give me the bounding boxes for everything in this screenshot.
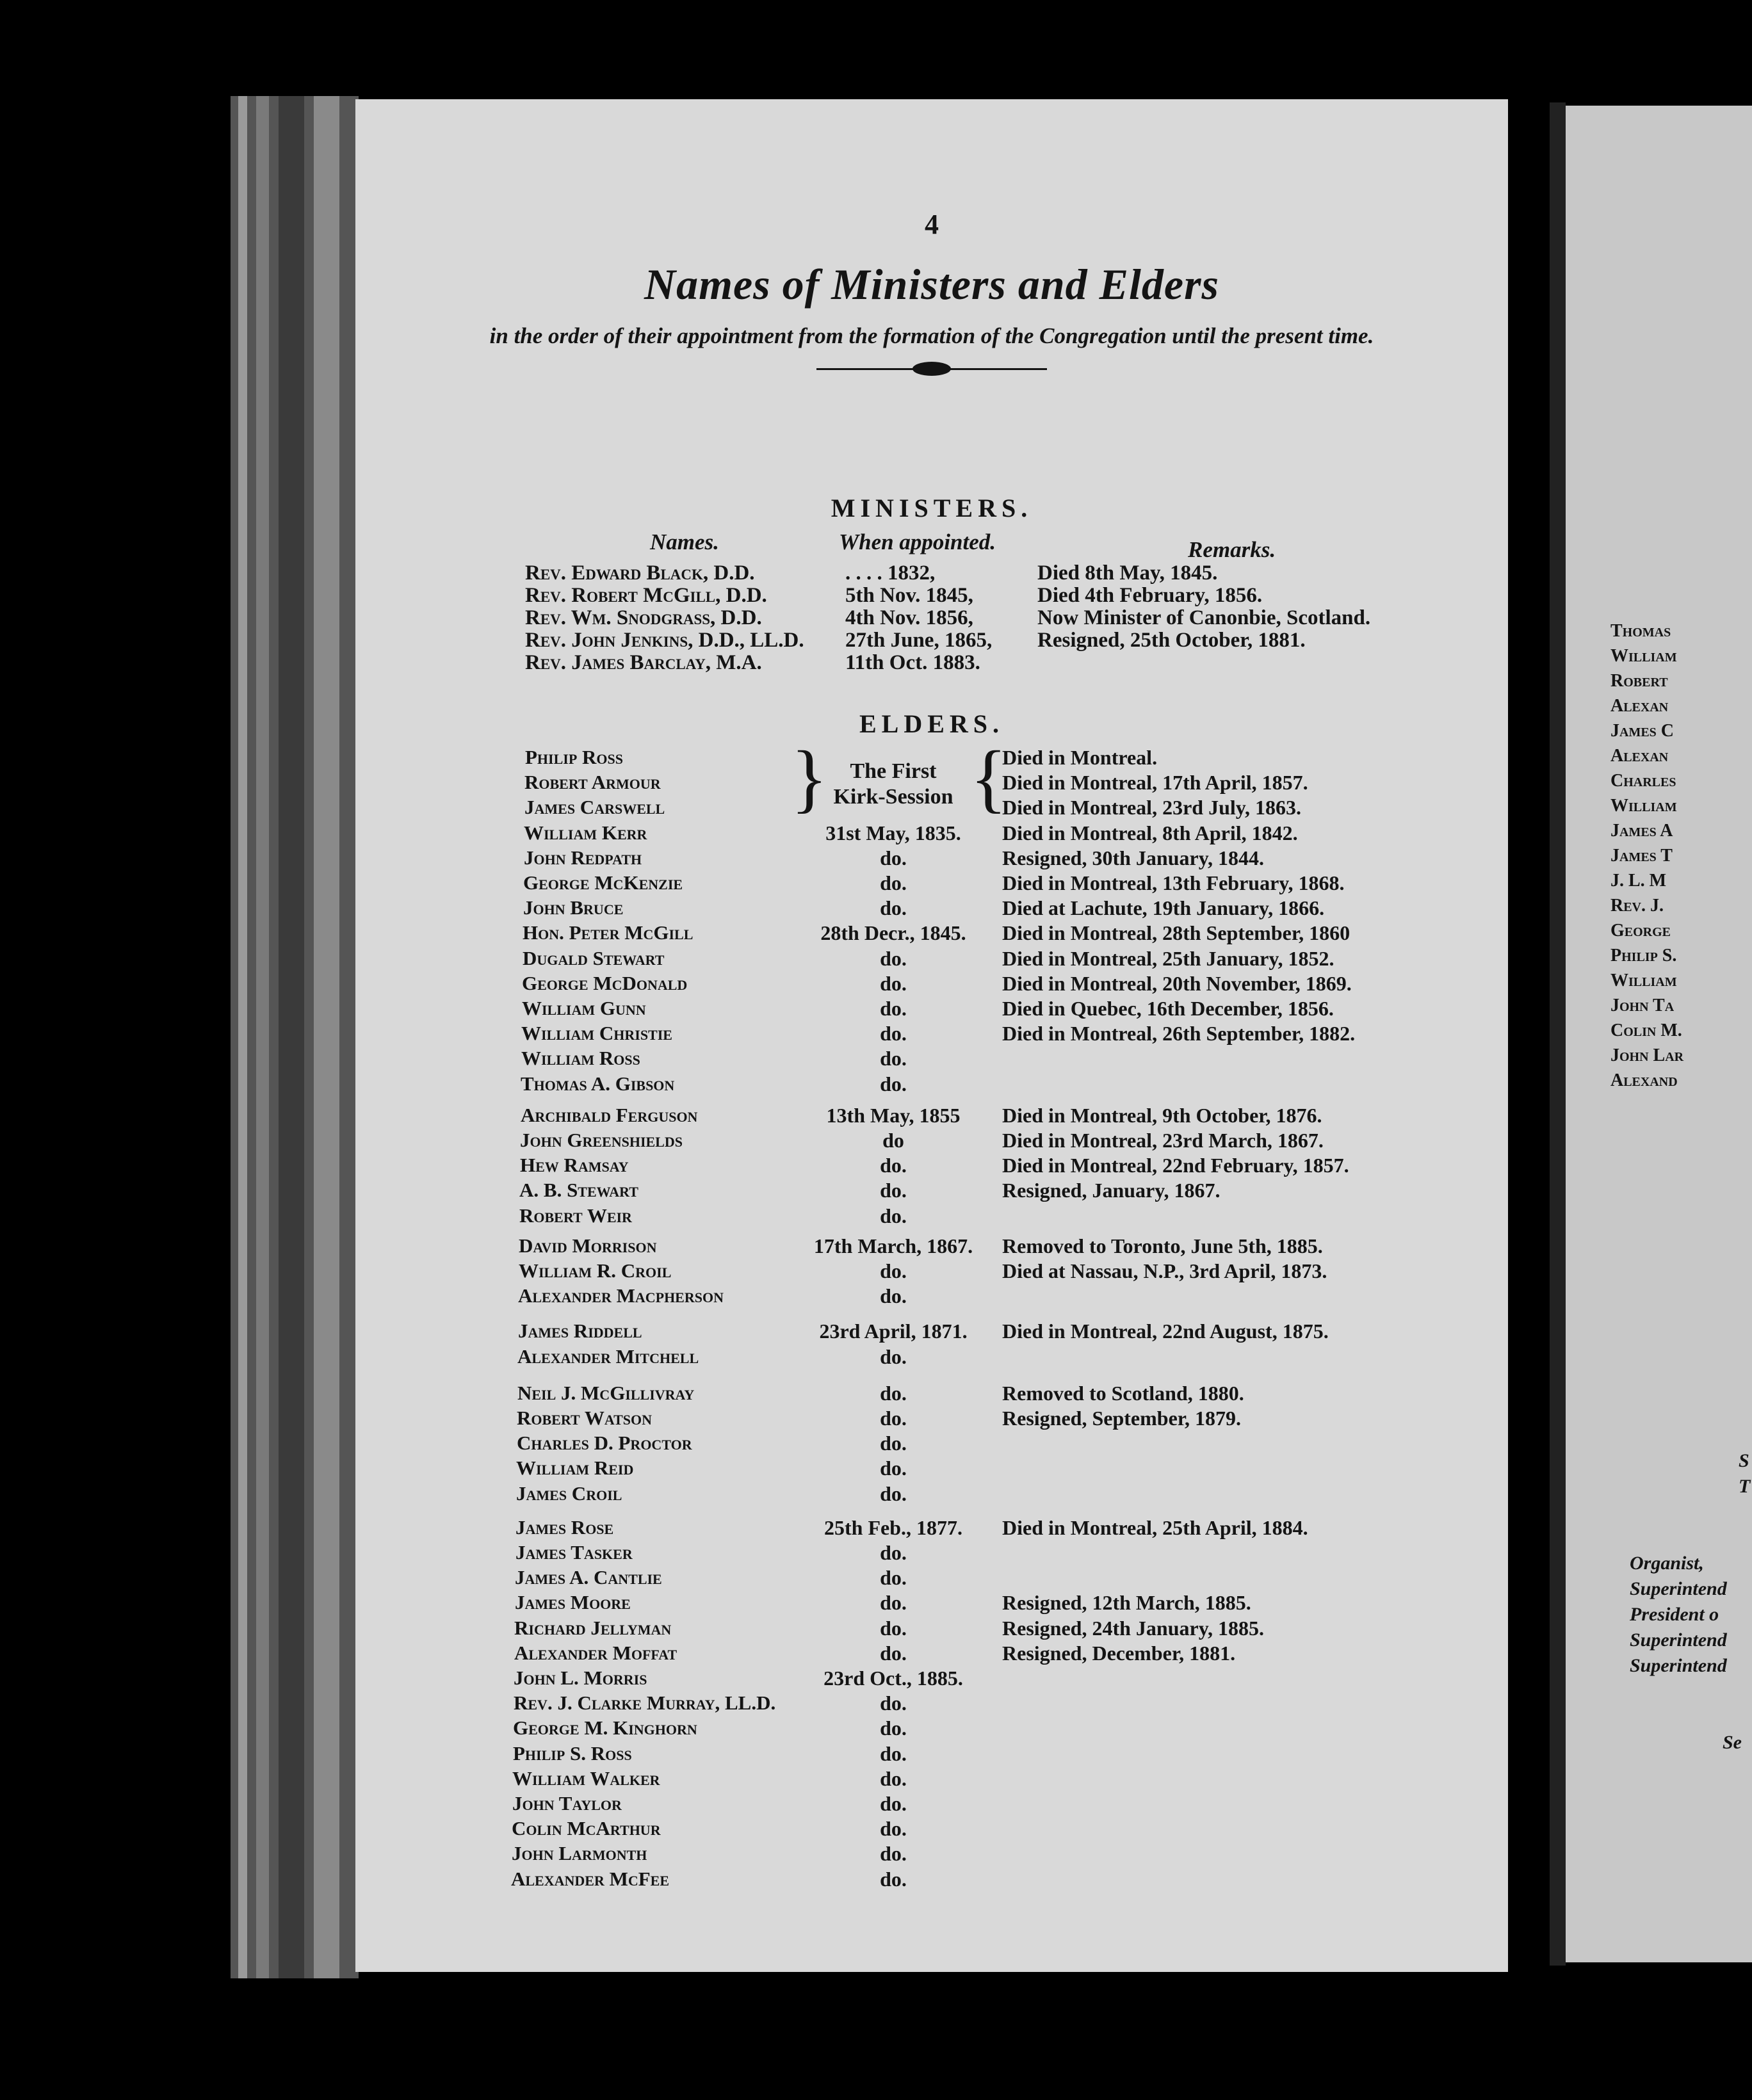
elder-remark: Died in Montreal, 8th April, 1842. [1002,821,1298,844]
elder-row [355,921,1508,946]
elder-remark: Removed to Toronto, June 5th, 1885. [1002,1234,1323,1257]
elder-remark: Died in Quebec, 16th December, 1856. [1002,997,1334,1020]
elder-row [355,1842,1508,1866]
elder-row [355,1022,1508,1046]
elder-row [355,997,1508,1021]
elder-name: William Gunn [522,997,646,1019]
elder-remark: Resigned, 12th March, 1885. [1002,1591,1251,1615]
elder-remark: Died in Montreal, 23rd July, 1863. [1002,796,1301,820]
page-edge-strip [279,96,304,1978]
elder-name: Alexander Mitchell [517,1345,699,1368]
ministers-heading: MINISTERS. [831,494,1033,522]
minister-appointed: . . . . 1832, [845,561,936,585]
elder-remark: Resigned, 30th January, 1844. [1002,846,1264,869]
elder-appointed: do. [880,1692,907,1715]
elder-row [355,1129,1508,1153]
elder-name: James Riddell [518,1320,642,1343]
elder-remark: Died in Montreal, 13th February, 1868. [1002,871,1345,894]
facing-name: Alexan [1610,696,1669,716]
elder-name: A. B. Stewart [519,1179,638,1202]
elder-name: John L. Morris [514,1667,647,1689]
elder-appointed: do. [880,1457,907,1480]
elder-remark: Died in Montreal, 17th April, 1857. [1002,771,1308,795]
elder-name: William Christie [521,1022,672,1045]
elder-row [355,1154,1508,1178]
elder-remark: Died in Montreal, 20th November, 1869. [1002,971,1352,995]
elder-row [355,1868,1508,1892]
minister-name: Rev. John Jenkins, D.D., LL.D. [525,629,804,652]
facing-se-line: Se [1723,1732,1742,1753]
elder-appointed: do. [880,1541,907,1564]
elder-remark: Died at Lachute, 19th January, 1866. [1002,896,1325,920]
elder-name: John Greenshields [520,1129,683,1151]
elder-name: Neil J. McGillivray [517,1381,695,1404]
elder-appointed: 28th Decr., 1845. [820,921,966,945]
elder-remark: Died in Montreal, 22nd February, 1857. [1002,1154,1349,1177]
elder-appointed: 31st May, 1835. [825,821,961,844]
facing-name: J. L. M [1610,871,1667,891]
elder-remark: Resigned, 24th January, 1885. [1002,1616,1264,1640]
facing-name: Alexand [1610,1070,1678,1090]
elder-name: James Tasker [515,1541,633,1563]
elder-appointed: 23rd Oct., 1885. [823,1667,963,1690]
facing-name: Thomas [1610,621,1671,641]
minister-appointed: 11th Oct. 1883. [845,651,980,674]
elder-remark: Died in Montreal, 25th January, 1852. [1002,946,1334,970]
elder-row [355,1320,1508,1344]
elder-appointed: 23rd April, 1871. [819,1320,968,1343]
elder-name: John Larmonth [512,1842,647,1865]
elder-row [355,1817,1508,1841]
elder-name: James A. Cantlie [515,1566,662,1589]
elder-remark: Died at Nassau, N.P., 3rd April, 1873. [1002,1259,1327,1282]
facing-officer: Organist, [1630,1553,1704,1574]
elder-name: Richard Jellyman [514,1616,672,1639]
elder-name: John Taylor [512,1792,622,1814]
page-number: 4 [925,209,939,240]
elder-appointed: 13th May, 1855 [826,1103,961,1127]
elder-row [355,1382,1508,1406]
elder-row [355,1345,1508,1369]
elder-row [355,1072,1508,1097]
elder-row [355,1259,1508,1284]
elder-appointed: do. [880,1154,907,1177]
elder-row [355,846,1508,871]
elder-row [355,1047,1508,1071]
first-session-line-1: The First [850,759,937,783]
elder-name: Robert Weir [519,1204,632,1227]
elder-row [355,1591,1508,1615]
elder-name: John Bruce [523,896,624,919]
minister-remark: Died 4th February, 1856. [1037,584,1263,607]
elder-appointed: do. [880,1259,907,1282]
elder-appointed: do. [880,1381,907,1405]
facing-name: John Lar [1610,1046,1684,1065]
elder-appointed: do. [880,871,907,894]
elder-row [355,746,1508,770]
page-edge-strip [256,96,269,1978]
elder-name: Rev. J. Clarke Murray, LL.D. [514,1692,776,1715]
rule-ornament [912,362,951,376]
elder-name: Dugald Stewart [523,946,665,969]
elder-appointed: do. [880,1047,907,1070]
elder-row [355,1642,1508,1666]
page-edge-strip [238,96,247,1978]
elder-name: William Ross [521,1047,640,1070]
elder-name: Hew Ramsay [520,1154,629,1177]
book-gutter [1550,102,1566,1966]
elder-appointed: do. [880,1817,907,1841]
facing-name: William [1610,646,1677,666]
left-brace: } [791,735,828,820]
minister-name: Rev. Robert McGill, D.D. [525,584,767,607]
minister-remark: Resigned, 25th October, 1881. [1037,629,1306,652]
elder-row [355,1792,1508,1816]
minister-row [355,629,1508,653]
elder-name: Philip S. Ross [513,1741,632,1765]
facing-name: James A [1610,821,1673,841]
elder-row [355,1566,1508,1590]
book-edge [231,96,359,1978]
elder-row [355,1179,1508,1203]
elder-row [355,1516,1508,1540]
facing-name: William [1610,971,1677,990]
elder-name: George McKenzie [523,871,683,894]
elder-appointed: do. [880,1842,907,1866]
elder-appointed: do. [880,1766,907,1790]
elder-remark: Died in Montreal. [1002,746,1158,769]
elder-row [355,1104,1508,1128]
elder-appointed: do. [880,1591,907,1615]
elder-remark: Resigned, January, 1867. [1002,1179,1221,1202]
elder-appointed: 25th Feb., 1877. [824,1515,962,1539]
elder-appointed: do. [880,997,907,1020]
elder-name: William Kerr [524,821,647,844]
facing-name: Rev. J. [1610,896,1664,916]
elder-name: Alexander Macpherson [518,1284,724,1307]
elder-appointed: do. [880,1566,907,1590]
elder-appointed: do. [880,1407,907,1430]
elder-row [355,1407,1508,1431]
elder-row [355,1482,1508,1506]
facing-name: James C [1610,721,1675,741]
col-when-heading: When appointed. [839,529,996,554]
elder-name: William Reid [516,1457,634,1480]
elder-row [355,972,1508,996]
elder-appointed: do. [880,1432,907,1455]
minister-row [355,561,1508,586]
minister-name: Rev. Edward Black, D.D. [525,561,755,585]
minister-row [355,584,1508,608]
elder-row [355,1204,1508,1229]
facing-officer: Superintend [1630,1629,1727,1651]
minister-appointed: 5th Nov. 1845, [845,584,973,607]
elder-appointed: do. [880,1022,907,1046]
elder-row [355,1541,1508,1565]
elder-row [355,1617,1508,1641]
minister-name: Rev. James Barclay, M.A. [525,651,762,674]
elder-remark: Removed to Scotland, 1880. [1002,1381,1244,1405]
minister-name: Rev. Wm. Snodgrass, D.D. [525,606,762,629]
elder-name: Alexander McFee [511,1867,670,1890]
elder-row [355,896,1508,921]
elder-row [355,796,1508,820]
elder-row [355,1667,1508,1691]
col-names-heading: Names. [650,529,719,554]
elder-row [355,1692,1508,1716]
minister-row [355,606,1508,631]
elder-appointed: do. [880,1482,907,1505]
elder-remark: Died in Montreal, 9th October, 1876. [1002,1103,1322,1127]
elder-remark: Died in Montreal, 28th September, 1860 [1002,921,1350,945]
facing-t-line: T [1739,1476,1751,1497]
elder-name: Alexander Moffat [514,1641,677,1664]
elder-name: David Morrison [519,1234,657,1257]
elder-appointed: do. [880,1284,907,1308]
elder-appointed: do. [880,946,907,970]
page-edge-strip [314,96,339,1978]
elder-remark: Resigned, September, 1879. [1002,1407,1242,1430]
elder-name: Charles D. Proctor [517,1432,692,1455]
elder-appointed: do. [880,971,907,995]
elder-appointed: do. [880,846,907,869]
elder-name: James Carswell [524,796,665,819]
facing-page [1566,106,1752,1962]
elder-row [355,871,1508,896]
right-brace: { [970,735,1007,820]
elder-row [355,1432,1508,1456]
page-subtitle: in the order of their appointment from the formation of the Congregation until the present time. [489,323,1374,348]
elder-name: Robert Watson [517,1407,652,1429]
facing-name: Charles [1610,771,1676,791]
elder-name: William Walker [512,1766,660,1789]
elder-appointed: do. [880,896,907,920]
facing-name: Robert [1610,671,1668,691]
elder-row [355,821,1508,846]
minister-appointed: 4th Nov. 1856, [845,606,973,629]
elder-name: Robert Armour [524,771,661,794]
elder-appointed: do. [880,1179,907,1202]
elder-name: John Redpath [524,846,642,869]
facing-name: Colin M. [1610,1021,1682,1040]
elder-name: James Croil [516,1482,622,1505]
elder-name: Philip Ross [525,746,624,768]
elder-name: George McDonald [522,971,688,994]
elder-row [355,1716,1508,1741]
facing-name: John Ta [1610,996,1675,1015]
elder-name: Thomas A. Gibson [521,1072,675,1095]
minister-remark: Now Minister of Canonbie, Scotland. [1037,606,1371,629]
elder-name: William R. Croil [519,1259,672,1282]
elder-remark: Resigned, December, 1881. [1002,1641,1236,1665]
elder-appointed: do [882,1129,904,1152]
left-page [355,99,1508,1972]
elder-appointed: 17th March, 1867. [813,1234,973,1257]
elder-appointed: do. [880,1345,907,1368]
facing-s-line: S [1739,1450,1749,1471]
facing-officer: President o [1630,1604,1719,1625]
minister-row [355,651,1508,675]
elder-remark: Died in Montreal, 23rd March, 1867. [1002,1129,1324,1152]
facing-officer: Superintend [1630,1655,1727,1676]
elder-name: Archibald Ferguson [521,1103,698,1126]
facing-name: William [1610,796,1677,816]
elder-row [355,1767,1508,1791]
facing-name: Alexan [1610,746,1669,766]
first-session-line-2: Kirk-Session [833,785,953,809]
elders-heading: ELDERS. [859,709,1005,738]
minister-appointed: 27th June, 1865, [845,629,993,652]
elder-row [355,1234,1508,1259]
elder-appointed: do. [880,1204,907,1227]
facing-name: James T [1610,846,1673,866]
elder-remark: Died in Montreal, 26th September, 1882. [1002,1022,1356,1046]
elder-name: George M. Kinghorn [513,1716,697,1740]
elder-appointed: do. [880,1641,907,1665]
elder-remark: Died in Montreal, 22nd August, 1875. [1002,1320,1329,1343]
elder-name: Hon. Peter McGill [523,921,694,944]
elder-name: James Moore [515,1591,631,1614]
facing-name: Philip S. [1610,946,1677,965]
page-title: Names of Ministers and Elders [644,260,1219,309]
elder-name: James Rose [515,1515,614,1539]
elder-row [355,1284,1508,1309]
elder-appointed: do. [880,1792,907,1815]
elder-appointed: do. [880,1716,907,1740]
facing-name: George [1610,921,1671,941]
elder-row [355,947,1508,971]
elder-appointed: do. [880,1867,907,1891]
facing-officer: Superintend [1630,1578,1727,1599]
elder-name: Colin McArthur [512,1817,661,1840]
elder-remark: Died in Montreal, 25th April, 1884. [1002,1515,1308,1539]
elder-row [355,771,1508,795]
elder-appointed: do. [880,1616,907,1640]
elder-appointed: do. [880,1072,907,1095]
elder-row [355,1457,1508,1481]
elder-appointed: do. [880,1741,907,1765]
col-remarks-heading: Remarks. [1188,537,1276,562]
minister-remark: Died 8th May, 1845. [1037,561,1218,585]
elder-row [355,1742,1508,1766]
